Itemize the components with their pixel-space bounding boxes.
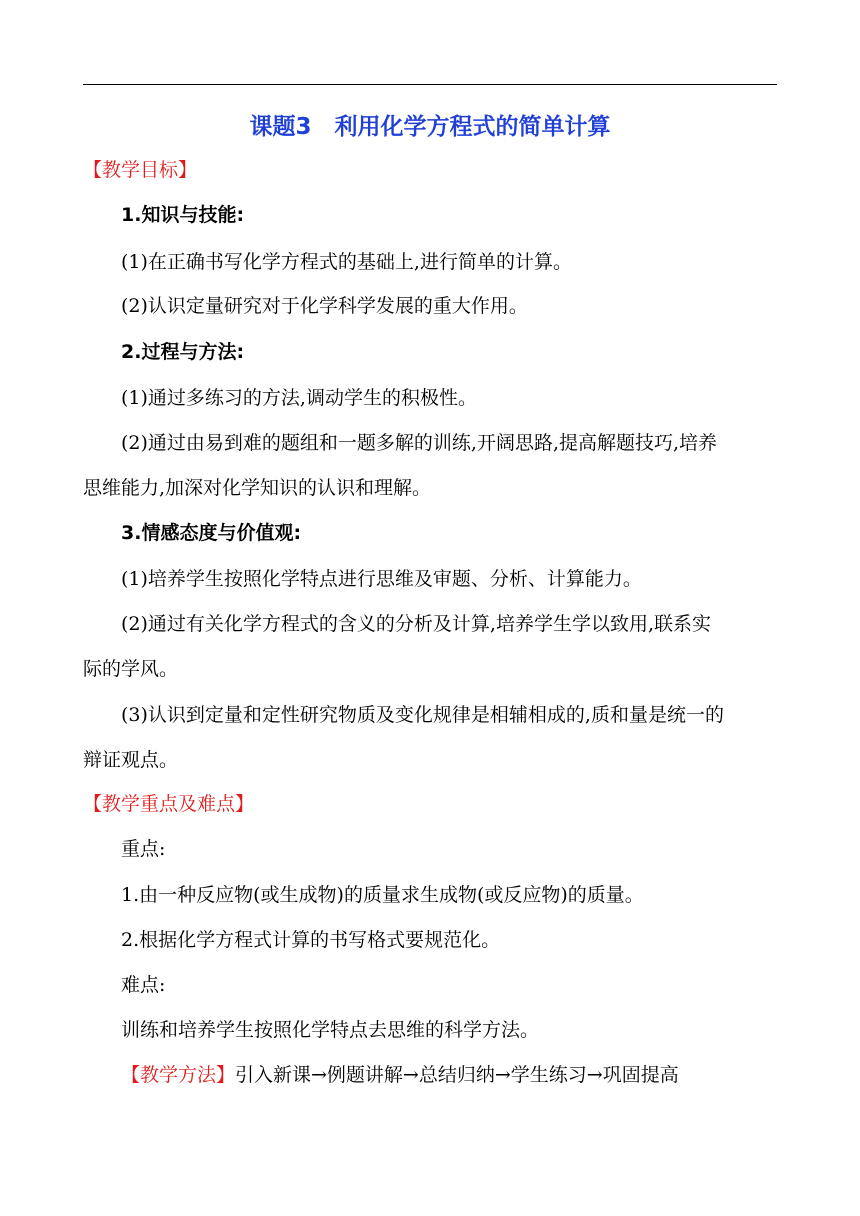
objective-p1: (1)通过多练习的方法,调动学生的积极性。	[121, 387, 477, 409]
section-keypoints: 【教学重点及难点】	[83, 793, 255, 815]
objective-heading-3: 3.情感态度与价值观:	[121, 522, 302, 544]
keypoint-1: 1.由一种反应物(或生成物)的质量求生成物(或反应物)的质量。	[121, 884, 644, 906]
difficulty-label: 难点:	[121, 974, 166, 996]
objective-e2b: 际的学风。	[83, 658, 179, 680]
objective-e1: (1)培养学生按照化学特点进行思维及审题、分析、计算能力。	[121, 568, 642, 590]
objective-heading-1: 1.知识与技能:	[121, 204, 245, 226]
difficulty-1: 训练和培养学生按照化学特点去思维的科学方法。	[121, 1019, 540, 1041]
keypoint-2: 2.根据化学方程式计算的书写格式要规范化。	[121, 929, 501, 951]
keypoint-label: 重点:	[121, 838, 166, 860]
objective-p2a: (2)通过由易到难的题组和一题多解的训练,开阔思路,提高解题技巧,培养	[121, 432, 718, 454]
objective-k1: (1)在正确书写化学方程式的基础上,进行简单的计算。	[121, 251, 572, 273]
objective-k2: (2)认识定量研究对于化学科学发展的重大作用。	[121, 295, 528, 317]
objective-e2a: (2)通过有关化学方程式的含义的分析及计算,培养学生学以致用,联系实	[121, 613, 711, 635]
page-title: 课题3 利用化学方程式的简单计算	[249, 114, 611, 140]
section-objectives: 【教学目标】	[83, 159, 198, 181]
objective-p2b: 思维能力,加深对化学知识的认识和理解。	[83, 477, 432, 499]
section-method: 【教学方法】	[121, 1064, 236, 1086]
objective-e3a: (3)认识到定量和定性研究物质及变化规律是相辅相成的,质和量是统一的	[121, 704, 724, 726]
method-text: 引入新课→例题讲解→总结归纳→学生练习→巩固提高	[235, 1064, 679, 1086]
header-rule	[83, 84, 777, 85]
method-line	[121, 1063, 821, 1087]
objective-e3b: 辩证观点。	[83, 749, 179, 771]
objective-heading-2: 2.过程与方法:	[121, 341, 245, 363]
